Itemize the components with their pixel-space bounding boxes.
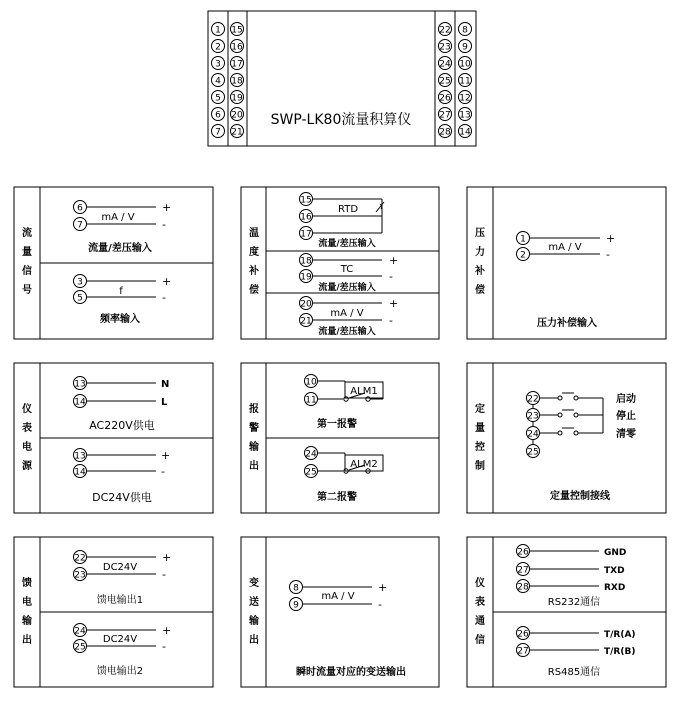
device-title: SWP-LK80流量积算仪	[270, 112, 412, 128]
terminal-number: 20	[300, 299, 312, 310]
terminal-number: 13	[74, 379, 86, 390]
signal-label: mA / V	[548, 242, 582, 253]
line-label: RXD	[604, 583, 626, 593]
side-label-char: 信	[475, 635, 485, 646]
plus-label: +	[162, 275, 172, 288]
side-label-char: 出	[249, 461, 259, 472]
terminal-number: 24	[527, 429, 539, 440]
terminal	[517, 644, 530, 657]
terminal-number: 11	[305, 395, 317, 406]
section-caption: RS485通信	[547, 667, 601, 678]
terminal-number: 19	[231, 93, 243, 104]
terminal-number: 18	[300, 256, 312, 267]
terminal-number: 13	[74, 451, 86, 462]
side-label-char: 压	[475, 228, 485, 239]
terminal-number: 13	[459, 110, 471, 121]
side-label-char: 表	[475, 597, 485, 608]
terminal-number: 4	[215, 76, 221, 87]
side-label-char: 定	[475, 404, 485, 415]
left-terminal-column-a	[212, 23, 225, 138]
plus-label: +	[606, 232, 616, 245]
panel-text	[88, 201, 636, 678]
plus-label: +	[378, 581, 388, 594]
terminal	[290, 598, 303, 611]
side-label-char: 源	[22, 461, 32, 472]
terminal-number: 21	[231, 127, 243, 138]
terminal	[231, 91, 244, 104]
terminal	[231, 57, 244, 70]
left-terminal-column-b	[231, 23, 244, 138]
side-label-char: 输	[249, 616, 259, 627]
terminal-number: 24	[305, 449, 317, 460]
terminal	[74, 449, 87, 462]
signal-label: mA / V	[101, 212, 135, 223]
side-label-char: 量	[475, 423, 485, 434]
terminal-number: 26	[439, 93, 451, 104]
terminal	[300, 210, 313, 223]
terminal-number: 11	[459, 76, 471, 87]
terminal-number: 16	[231, 42, 243, 53]
side-label-char: 度	[249, 247, 259, 258]
minus-label: -	[162, 640, 166, 653]
right-terminal-column-a	[439, 23, 452, 138]
section-caption: 流量/差压输入	[318, 327, 376, 337]
terminal	[459, 125, 472, 138]
section-caption: 第二报警	[317, 492, 357, 503]
terminal	[212, 108, 225, 121]
side-label-char: 电	[22, 442, 32, 453]
side-label-char: 制	[475, 461, 485, 472]
terminal-number: 25	[74, 642, 86, 653]
line-label: TXD	[604, 566, 625, 576]
terminal	[74, 275, 87, 288]
terminal	[459, 23, 472, 36]
terminal-number: 1	[520, 234, 526, 245]
terminal	[74, 291, 87, 304]
side-labels	[21, 226, 486, 646]
side-label-char: 输	[22, 616, 32, 627]
side-label-char: 仪	[475, 578, 485, 589]
terminal-number: 15	[231, 25, 243, 36]
terminal	[231, 108, 244, 121]
terminal	[74, 377, 87, 390]
line-label: T/R(A)	[604, 630, 636, 640]
signal-label: ALM1	[350, 386, 378, 397]
panel-pressure-comp	[467, 187, 666, 339]
line-label: 启动	[616, 394, 636, 405]
terminal	[439, 125, 452, 138]
terminal-number: 25	[439, 76, 451, 87]
terminal	[74, 624, 87, 637]
terminal	[527, 409, 540, 422]
signal-label: DC24V	[102, 562, 138, 573]
side-label-char: 力	[475, 247, 485, 258]
terminal-number: 22	[74, 553, 86, 564]
terminal-number: 10	[459, 59, 471, 70]
terminal	[74, 568, 87, 581]
terminal	[74, 201, 87, 214]
terminal	[74, 395, 87, 408]
terminal-number: 14	[74, 397, 86, 408]
terminal	[439, 23, 452, 36]
minus-label: -	[389, 314, 393, 327]
terminal	[231, 40, 244, 53]
terminal	[300, 297, 313, 310]
terminal-number: 6	[215, 110, 221, 121]
terminal	[459, 57, 472, 70]
section-caption: 流量/差压输入	[318, 239, 376, 249]
side-label-char: 偿	[475, 285, 485, 296]
minus-label: -	[162, 291, 166, 304]
terminal-number: 7	[215, 127, 221, 138]
terminal-number: 3	[77, 277, 83, 288]
terminal	[231, 74, 244, 87]
terminal	[212, 74, 225, 87]
terminal	[439, 108, 452, 121]
plus-label: +	[389, 254, 399, 267]
side-label-char: 补	[249, 266, 259, 277]
side-label-char: 警	[249, 423, 259, 434]
terminal	[517, 627, 530, 640]
terminal-number: 26	[517, 547, 529, 558]
line-label: L	[161, 397, 168, 408]
terminal	[74, 551, 87, 564]
terminal-number: 20	[231, 110, 243, 121]
terminal	[74, 218, 87, 231]
terminal-number: 15	[300, 195, 312, 206]
terminal-number: 18	[231, 76, 243, 87]
terminal	[212, 125, 225, 138]
terminal-number: 6	[77, 203, 83, 214]
side-label-char: 温	[249, 228, 259, 239]
side-label-char: 偿	[249, 285, 259, 296]
terminal-number: 12	[459, 93, 471, 104]
terminal	[290, 581, 303, 594]
terminal-number: 14	[459, 127, 471, 138]
terminal-number: 21	[300, 316, 312, 327]
plus-label: +	[162, 624, 172, 637]
signal-label: f	[119, 286, 123, 297]
terminal	[527, 427, 540, 440]
terminal-number: 19	[300, 272, 312, 283]
side-label-char: 流	[22, 228, 32, 239]
terminal-number: 22	[439, 25, 451, 36]
terminal-number: 5	[215, 93, 221, 104]
line-label: 停止	[616, 411, 636, 422]
terminal-number: 1	[215, 25, 221, 36]
terminal	[517, 232, 530, 245]
side-label-char: 仪	[22, 404, 32, 415]
terminal	[459, 108, 472, 121]
line-label: N	[161, 379, 170, 390]
terminal	[300, 193, 313, 206]
section-caption: 流量/差压输入	[88, 243, 152, 254]
terminal-number: 25	[527, 447, 539, 458]
terminal	[439, 74, 452, 87]
terminal-number: 14	[74, 467, 86, 478]
terminal	[212, 40, 225, 53]
plus-label: +	[162, 551, 172, 564]
terminal	[527, 392, 540, 405]
side-label-char: 送	[249, 597, 259, 608]
terminal-number: 5	[77, 293, 83, 304]
side-label-char: 报	[249, 404, 259, 415]
terminal	[527, 445, 540, 458]
section-caption: DC24V供电	[92, 491, 152, 504]
panel-outlines	[14, 187, 666, 687]
terminal	[300, 314, 313, 327]
plus-label: +	[161, 449, 171, 462]
section-caption: 馈电输出1	[96, 595, 144, 606]
terminal-number: 10	[305, 377, 317, 388]
minus-label: -	[389, 270, 393, 283]
terminal-number: 25	[305, 467, 317, 478]
side-label-char: 信	[22, 266, 32, 277]
terminal-number: 24	[74, 626, 86, 637]
terminal	[439, 91, 452, 104]
minus-label: -	[378, 598, 382, 611]
signal-label: TC	[340, 264, 354, 275]
terminal	[74, 465, 87, 478]
side-label-char: 表	[22, 423, 32, 434]
section-caption: 馈电输出2	[96, 666, 144, 677]
terminal-number: 17	[300, 229, 312, 240]
terminal-number: 3	[215, 59, 221, 70]
terminal-number: 2	[520, 250, 526, 261]
terminal-number: 28	[439, 127, 451, 138]
terminal-number: 22	[527, 394, 539, 405]
terminal-number: 9	[293, 600, 299, 611]
terminal	[305, 375, 318, 388]
terminal	[231, 125, 244, 138]
terminal	[459, 91, 472, 104]
signal-label: mA / V	[330, 308, 364, 319]
terminal-number: 28	[517, 582, 529, 593]
terminal-number: 23	[439, 42, 451, 53]
terminal	[517, 580, 530, 593]
signal-label: RTD	[337, 204, 359, 215]
terminal-number: 17	[231, 59, 243, 70]
device-terminal-block	[208, 11, 476, 146]
terminal-number: 27	[517, 565, 529, 576]
signal-label: DC24V	[102, 634, 138, 645]
terminal	[305, 393, 318, 406]
terminal-number: 9	[462, 42, 468, 53]
terminal	[439, 40, 452, 53]
terminal	[459, 74, 472, 87]
terminal-number: 27	[439, 110, 451, 121]
terminal	[212, 23, 225, 36]
terminal	[300, 254, 313, 267]
plus-label: +	[389, 297, 399, 310]
section-caption: 瞬时流量对应的变送输出	[296, 667, 406, 678]
side-label-char: 补	[475, 266, 485, 277]
minus-label: -	[162, 568, 166, 581]
line-label: 清零	[616, 429, 636, 440]
terminal	[212, 91, 225, 104]
terminal-number: 8	[293, 583, 299, 594]
terminal-number: 7	[77, 220, 83, 231]
terminal	[439, 57, 452, 70]
line-label: T/R(B)	[604, 647, 636, 657]
terminal	[459, 40, 472, 53]
side-label-char: 变	[249, 578, 259, 589]
terminal	[300, 270, 313, 283]
section-caption: 频率输入	[100, 314, 140, 325]
side-label-char: 电	[22, 597, 32, 608]
signal-label: ALM2	[350, 459, 378, 470]
side-label-char: 号	[22, 285, 32, 296]
minus-label: -	[161, 465, 165, 478]
terminal-number: 23	[527, 411, 539, 422]
terminal	[231, 23, 244, 36]
terminal-number: 2	[215, 42, 221, 53]
terminal	[212, 57, 225, 70]
minus-label: -	[606, 248, 610, 261]
section-caption: 定量控制接线	[550, 491, 610, 502]
terminal	[517, 545, 530, 558]
section-caption: AC220V供电	[89, 419, 155, 432]
terminal	[517, 563, 530, 576]
side-label-char: 输	[249, 442, 259, 453]
terminal	[305, 447, 318, 460]
side-label-char: 量	[22, 247, 32, 258]
section-caption: 第一报警	[317, 419, 357, 430]
side-label-char: 出	[249, 635, 259, 646]
plus-label: +	[162, 201, 172, 214]
terminal	[300, 227, 313, 240]
line-label: GND	[604, 548, 627, 558]
side-label-char: 控	[475, 442, 485, 453]
side-label-char: 通	[475, 616, 485, 627]
section-caption: 压力补偿输入	[537, 318, 597, 329]
side-label-char: 馈	[22, 578, 32, 589]
terminal	[517, 248, 530, 261]
minus-label: -	[162, 218, 166, 231]
terminal-number: 24	[439, 59, 451, 70]
section-caption: RS232通信	[547, 597, 601, 608]
terminal	[305, 465, 318, 478]
right-terminal-column-b	[459, 23, 472, 138]
panel-transmit	[241, 537, 439, 687]
side-label-char: 出	[22, 635, 32, 646]
terminal-number: 8	[462, 25, 468, 36]
terminal-number: 23	[74, 570, 86, 581]
terminal-number: 27	[517, 646, 529, 657]
signal-label: mA / V	[321, 591, 355, 602]
terminal-number: 26	[517, 629, 529, 640]
terminal-number: 16	[300, 212, 312, 223]
terminal	[74, 640, 87, 653]
section-caption: 流量/差压输入	[318, 283, 376, 293]
